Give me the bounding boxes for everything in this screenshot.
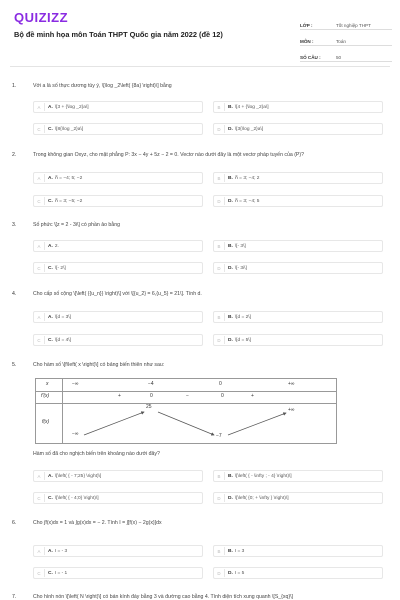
answer-option[interactable] (213, 545, 383, 557)
option-letter-tag: A (34, 174, 45, 182)
meta-subject-row (300, 30, 392, 46)
x-value: −∞ (72, 381, 79, 387)
option-text: \[\left( { - 7;25} \right)\] (54, 473, 102, 479)
f-label: f(x) (42, 419, 50, 425)
answer-option[interactable] (213, 470, 383, 482)
option-label: D. (228, 265, 233, 271)
answer-option[interactable] (213, 492, 383, 504)
x-value: 0 (219, 381, 222, 387)
option-label: B. (228, 548, 233, 554)
option-text: \[d = 5\] (234, 337, 251, 343)
option-text: \[4 + {\log _2}a\] (234, 104, 269, 110)
option-text: \[- 3i\] (234, 265, 247, 271)
x-value: −4 (148, 381, 154, 387)
answer-option[interactable] (33, 195, 203, 207)
option-text: \[8{\log _2}a\] (54, 126, 84, 132)
option-text: n⃗ = 3; −5; −2 (54, 198, 83, 204)
option-letter-tag: B (214, 242, 225, 250)
f-value: −∞ (72, 431, 79, 437)
option-letter-tag: B (214, 547, 225, 555)
option-text: 2. (54, 243, 59, 249)
meta-label: SỐ CÂU : (300, 55, 321, 60)
option-label: D. (228, 570, 233, 576)
option-letter-tag: C (34, 125, 45, 133)
option-text: \[d = 4\] (54, 337, 71, 343)
option-letter-tag: A (34, 313, 45, 321)
option-label: A. (48, 243, 53, 249)
option-label: D. (228, 337, 233, 343)
option-letter-tag: C (34, 336, 45, 344)
answer-option[interactable] (213, 334, 383, 346)
answer-option[interactable] (33, 123, 203, 135)
option-letter-tag: B (214, 103, 225, 111)
answer-option[interactable] (213, 101, 383, 113)
option-text: n⃗ = 3; −4; 5 (234, 198, 260, 204)
option-label: A. (48, 548, 53, 554)
option-letter-tag: D (214, 125, 225, 133)
option-label: A. (48, 104, 53, 110)
option-text: \[3 + {\log _2}a\] (54, 104, 89, 110)
answer-option[interactable] (213, 262, 383, 274)
option-label: B. (228, 104, 233, 110)
option-label: B. (228, 314, 233, 320)
option-letter-tag: A (34, 472, 45, 480)
question-text: Cho ∫f(x)dx = 1 và ∫g(x)dx = − 2. Tính I = ∫[f(x) − 2g(x)]dx (33, 520, 162, 526)
f-value: 25 (146, 404, 152, 410)
answer-option[interactable] (213, 567, 383, 579)
sign-value: − (186, 393, 189, 399)
question-text: Cho hình nón \[\left( N \right)\] có bán kính đáy bằng 3 và đường cao bằng 4. Tính diện tích xung quanh \[S_{xq}\] (33, 594, 293, 600)
sign-value: + (118, 393, 121, 399)
meta-block (300, 14, 392, 62)
meta-label: MÔN : (300, 39, 314, 44)
option-text: I = - 3 (54, 548, 68, 554)
answer-option[interactable] (213, 172, 383, 184)
variation-arrows (36, 379, 336, 443)
option-text: I = - 1 (54, 570, 68, 576)
answer-option[interactable] (33, 492, 203, 504)
option-letter-tag: B (214, 174, 225, 182)
option-letter-tag: B (214, 313, 225, 321)
answer-option[interactable] (213, 123, 383, 135)
meta-value: Tốt nghiệp THPT (336, 23, 371, 28)
question-number: 4. (12, 291, 17, 297)
meta-class-row (300, 14, 392, 30)
option-text: I = 5 (234, 570, 245, 576)
answer-option[interactable] (33, 470, 203, 482)
answer-option[interactable] (33, 311, 203, 323)
meta-value: 50 (336, 55, 342, 60)
header-divider (10, 66, 390, 67)
x-label: x (46, 381, 49, 387)
option-letter-tag: C (34, 264, 45, 272)
option-label: D. (228, 126, 233, 132)
option-label: B. (228, 243, 233, 249)
answer-option[interactable] (33, 567, 203, 579)
option-letter-tag: A (34, 242, 45, 250)
option-label: C. (48, 337, 53, 343)
variation-table (35, 378, 337, 444)
option-letter-tag: D (214, 197, 225, 205)
option-letter-tag: B (214, 472, 225, 480)
option-label: B. (228, 473, 233, 479)
option-label: B. (228, 175, 233, 181)
question-followup-text: Hàm số đã cho nghịch biến trên khoảng nào dưới đây? (33, 451, 160, 457)
answer-option[interactable] (33, 240, 203, 252)
x-value: +∞ (288, 381, 295, 387)
question-text: Với a là số thực dương tùy ý, \[\log _2\left( {8a} \right)\] bằng (33, 83, 172, 89)
question-number: 5. (12, 362, 17, 368)
f-value: −7 (216, 433, 222, 439)
meta-label: LỚP : (300, 23, 313, 28)
sign-value: 0 (221, 393, 224, 399)
question-number: 7. (12, 594, 17, 600)
option-text: \[\left( { - \infty ; - 4} \right)\] (234, 473, 292, 479)
fprime-label: f'(x) (41, 393, 50, 399)
option-letter-tag: C (34, 197, 45, 205)
option-label: C. (48, 265, 53, 271)
option-text: \[\left( { - 4;0} \right)\] (54, 495, 99, 501)
option-letter-tag: A (34, 547, 45, 555)
option-text: \[- 2\] (54, 265, 66, 271)
option-letter-tag: D (214, 494, 225, 502)
f-value: +∞ (288, 407, 295, 413)
option-text: \[- 3\] (234, 243, 246, 249)
quizizz-logo: QUIZIZZ (14, 10, 69, 25)
option-text: I = 3 (234, 548, 245, 554)
option-label: A. (48, 473, 53, 479)
option-letter-tag: D (214, 336, 225, 344)
option-label: C. (48, 570, 53, 576)
answer-option[interactable] (213, 311, 383, 323)
meta-count-row (300, 46, 392, 62)
option-letter-tag: C (34, 494, 45, 502)
option-text: \[d = 3\] (54, 314, 71, 320)
option-letter-tag: C (34, 569, 45, 577)
option-label: C. (48, 198, 53, 204)
answer-option[interactable] (213, 195, 383, 207)
meta-value: Toán (336, 39, 346, 44)
question-number: 1. (12, 83, 17, 89)
question-number: 6. (12, 520, 17, 526)
answer-option[interactable] (33, 172, 203, 184)
option-label: C. (48, 126, 53, 132)
option-letter-tag: A (34, 103, 45, 111)
question-text: Cho cấp số cộng \[\left( {{u_n}} \right)\] với \[{u_2} = 6,{u_5} = 21\]. Tính d. (33, 291, 202, 297)
option-label: C. (48, 495, 53, 501)
option-label: D. (228, 495, 233, 501)
option-label: A. (48, 175, 53, 181)
question-text: Cho hàm số \[f\left( x \right)\] có bảng biến thiên như sau: (33, 362, 165, 368)
question-text: Số phức \[z = 2 - 3i\] có phần ảo bằng (33, 222, 120, 228)
option-text: \[d = 2\] (234, 314, 251, 320)
option-letter-tag: D (214, 569, 225, 577)
option-letter-tag: D (214, 264, 225, 272)
option-text: n⃗ = −4; 5; −2 (54, 175, 83, 181)
answer-option[interactable] (33, 334, 203, 346)
answer-option[interactable] (33, 262, 203, 274)
header (0, 0, 400, 64)
sign-value: 0 (150, 393, 153, 399)
option-label: D. (228, 198, 233, 204)
document-title: Bộ đề minh họa môn Toán THPT Quốc gia năm 2022 (đề 12) (14, 30, 223, 39)
answer-option[interactable] (33, 545, 203, 557)
question-number: 3. (12, 222, 17, 228)
answer-option[interactable] (33, 101, 203, 113)
question-number: 2. (12, 152, 17, 158)
option-text: \[3{\log _2}a\] (234, 126, 264, 132)
option-label: A. (48, 314, 53, 320)
sign-value: + (251, 393, 254, 399)
option-text: n⃗ = 3; −4; 2 (234, 175, 260, 181)
option-text: \[\left( {0; + \infty } \right)\] (234, 495, 289, 501)
answer-option[interactable] (213, 240, 383, 252)
question-text: Trong không gian Oxyz, cho mặt phẳng P: 3x − 4y + 5z − 2 = 0. Vectơ nào dưới đây là một vectơ pháp tuyến của (P)? (33, 152, 304, 158)
